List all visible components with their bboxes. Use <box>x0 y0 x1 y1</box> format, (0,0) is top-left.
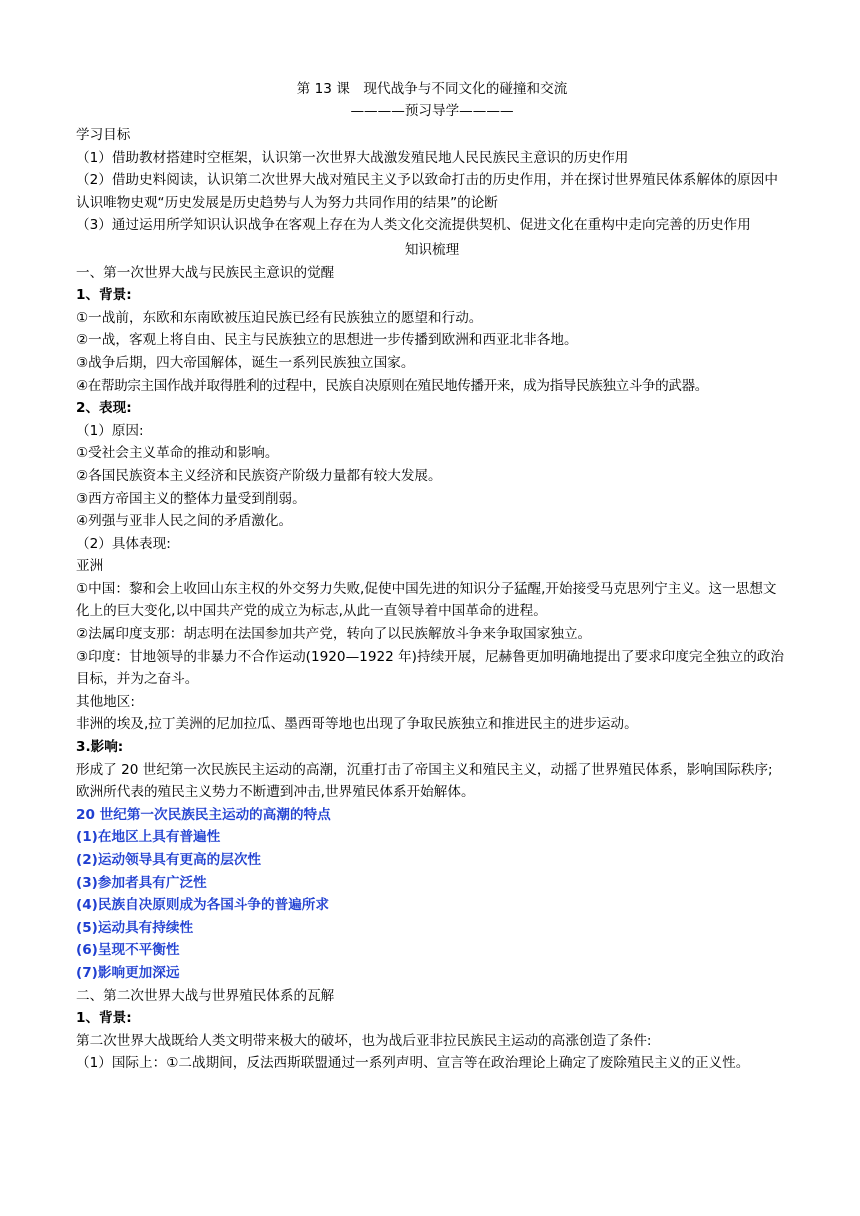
impact-heading: 3.影响: <box>76 739 124 756</box>
background-item: ②一战，客观上将自由、民主与民族独立的思想进一步传播到欧洲和西亚北非各地。 <box>76 332 578 349</box>
part2-heading: 二、第二次世界大战与世界殖民体系的瓦解 <box>76 987 335 1004</box>
impact-item: 欧洲所代表的殖民主义势力不断遭到冲击,世界殖民体系开始解体。 <box>76 784 475 801</box>
cause-item: ②各国民族资本主义经济和民族资产阶级力量都有较大发展。 <box>76 467 442 484</box>
causes-heading: （1）原因: <box>76 422 144 439</box>
document-page <box>76 78 788 1075</box>
background-item: ③战争后期，四大帝国解体，诞生一系列民族独立国家。 <box>76 354 415 371</box>
other-regions-text: 非洲的埃及,拉丁美洲的尼加拉瓜、墨西哥等地也出现了争取民族独立和推进民主的进步运动。 <box>76 716 638 733</box>
objective-item: （3）通过运用所学知识认识战争在客观上存在为人类文化交流提供契机、促进文化在重构中走向完善的历史作用 <box>76 217 751 234</box>
feature-item: (4)民族自决原则成为各国斗争的普遍所求 <box>76 897 329 914</box>
cause-item: ④列强与亚非人民之间的矛盾激化。 <box>76 513 293 530</box>
part2-background-heading: 1、背景: <box>76 1010 132 1027</box>
part1-heading: 一、第一次世界大战与民族民主意识的觉醒 <box>76 264 335 281</box>
features-heading: 20 世纪第一次民族民主运动的高潮的特点 <box>76 806 331 823</box>
objective-item: （2）借助史料阅读，认识第二次世界大战对殖民主义予以致命打击的历史作用，并在探讨世界殖民体系解体的原因中认识唯物史观“历史发展是历史趋势与人为努力共同作用的结果”的论断 <box>76 172 778 211</box>
objectives-heading: 学习目标 <box>76 127 131 143</box>
knowledge-heading: 知识梳理 <box>404 241 460 258</box>
feature-item: (3)参加者具有广泛性 <box>76 874 207 891</box>
cause-item: ①受社会主义革命的推动和影响。 <box>76 445 279 462</box>
asia-heading: 亚洲 <box>76 558 104 575</box>
asia-item: ②法属印度支那：胡志明在法国参加共产党，转向了以民族解放斗争来争取国家独立。 <box>76 626 592 643</box>
feature-item: (1)在地区上具有普遍性 <box>76 829 221 846</box>
objective-item: （1）借助教材搭建时空框架，认识第一次世界大战激发殖民地人民民族民主意识的历史作用 <box>76 149 629 166</box>
cause-item: ③西方帝国主义的整体力量受到削弱。 <box>76 490 306 507</box>
background-item: ①一战前，东欧和东南欧被压迫民族已经有民族独立的愿望和行动。 <box>76 309 483 326</box>
part1-background-heading: 1、背景: <box>76 287 132 304</box>
lesson-title: 第 13 课 现代战争与不同文化的碰撞和交流 <box>296 81 568 97</box>
part2-background-intro: 第二次世界大战既给人类文明带来极大的破坏，也为战后亚非拉民族民主运动的高涨创造了条件: <box>76 1032 652 1049</box>
impact-item: 形成了 20 世纪第一次民族民主运动的高潮，沉重打击了帝国主义和殖民主义，动摇了世界殖民体系，影响国际秩序; <box>76 761 773 778</box>
asia-item: ①中国：黎和会上收回山东主权的外交努力失败,促使中国先进的知识分子猛醒,开始接受马克思列宁主义。这一思想文化上的巨大变化,以中国共产党的成立为标志,从此一直领导着中国革命的进程。 <box>76 580 777 620</box>
feature-item: (7)影响更加深远 <box>76 964 180 981</box>
specific-heading: （2）具体表现: <box>76 535 171 552</box>
feature-item: (5)运动具有持续性 <box>76 919 194 936</box>
feature-item: (6)呈现不平衡性 <box>76 942 180 959</box>
other-regions-heading: 其他地区: <box>76 693 135 710</box>
lesson-subtitle: ————预习导学———— <box>350 103 514 119</box>
part2-international: （1）国际上：①二战期间，反法西斯联盟通过一系列声明、宣言等在政治理论上确定了废除殖民主义的正义性。 <box>76 1055 750 1072</box>
background-item: ④在帮助宗主国作战并取得胜利的过程中，民族自决原则在殖民地传播开来，成为指导民族独立斗争的武器。 <box>76 377 708 394</box>
asia-item: ③印度：甘地领导的非暴力不合作运动(1920—1922 年)持续开展，尼赫鲁更加明确地提出了要求印度完全独立的政治目标，并为之奋斗。 <box>76 648 785 688</box>
feature-item: (2)运动领导具有更高的层次性 <box>76 852 262 868</box>
performance-heading: 2、表现: <box>76 400 132 417</box>
